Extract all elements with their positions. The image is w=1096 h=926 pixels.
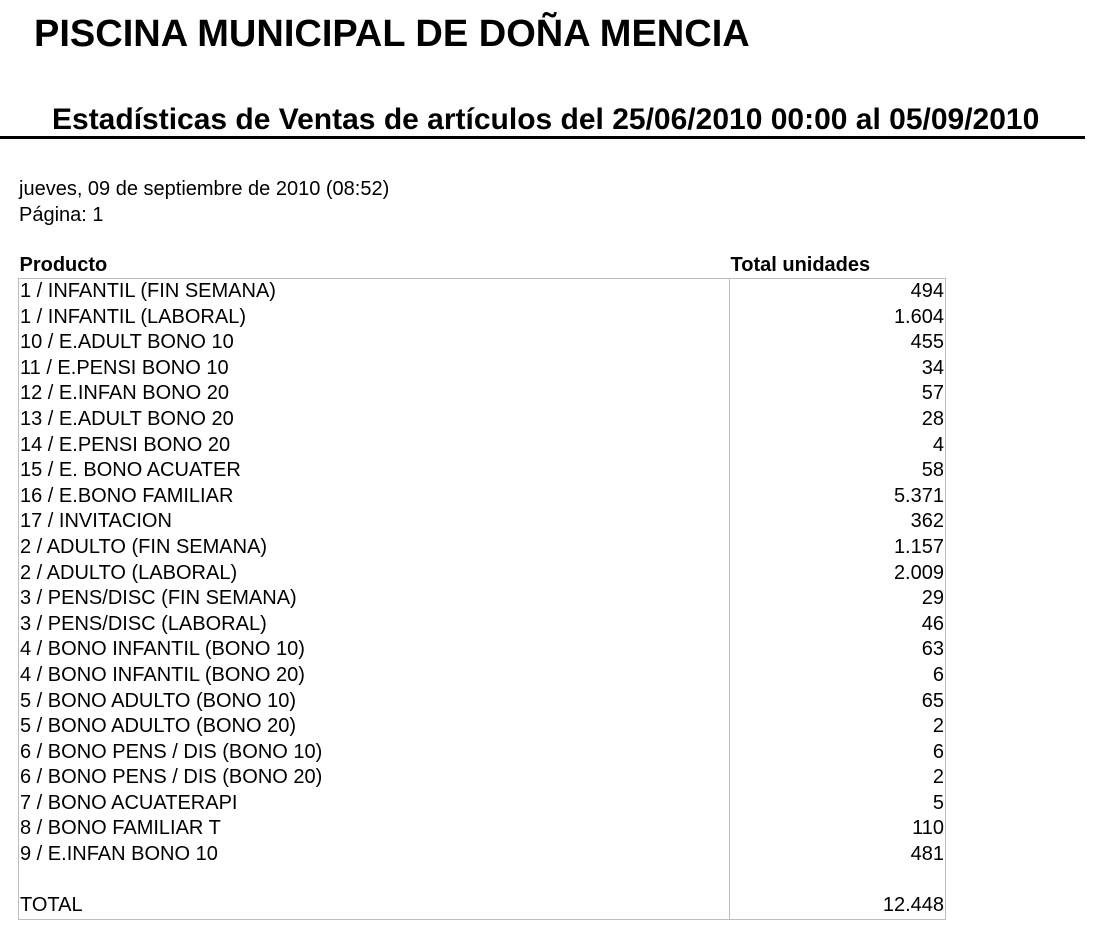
- units-cell: 2: [730, 714, 946, 740]
- spacer-cell: [19, 868, 730, 894]
- printed-date: jueves, 09 de septiembre de 2010 (08:52): [19, 178, 390, 200]
- table-row: [19, 535, 946, 561]
- product-cell: 5 / BONO ADULTO (BONO 20): [19, 714, 730, 740]
- table-row: [19, 458, 946, 484]
- sales-statistics-table: [18, 253, 946, 920]
- units-cell: 1.157: [730, 535, 946, 561]
- units-cell: 5.371: [730, 484, 946, 510]
- units-cell: 455: [730, 330, 946, 356]
- product-cell: 4 / BONO INFANTIL (BONO 20): [19, 663, 730, 689]
- spacer-row: [19, 868, 946, 894]
- table-row: [19, 433, 946, 459]
- table-row: [19, 509, 946, 535]
- product-cell: 6 / BONO PENS / DIS (BONO 20): [19, 765, 730, 791]
- table-row: [19, 484, 946, 510]
- units-cell: 5: [730, 791, 946, 817]
- product-cell: 1 / INFANTIL (LABORAL): [19, 305, 730, 331]
- units-cell: 34: [730, 356, 946, 382]
- units-cell: 63: [730, 637, 946, 663]
- product-cell: 1 / INFANTIL (FIN SEMANA): [19, 279, 730, 305]
- units-cell: 4: [730, 433, 946, 459]
- total-units-value: 12.448: [730, 893, 946, 919]
- product-cell: 3 / PENS/DISC (FIN SEMANA): [19, 586, 730, 612]
- column-header-total-units: Total unidades: [730, 253, 946, 279]
- units-cell: 58: [730, 458, 946, 484]
- units-cell: 46: [730, 612, 946, 638]
- product-cell: 5 / BONO ADULTO (BONO 10): [19, 689, 730, 715]
- total-row: [19, 893, 946, 919]
- units-cell: 481: [730, 842, 946, 868]
- product-cell: 14 / E.PENSI BONO 20: [19, 433, 730, 459]
- table-row: [19, 305, 946, 331]
- product-cell: 12 / E.INFAN BONO 20: [19, 381, 730, 407]
- title-underline-divider: [0, 136, 1085, 139]
- product-cell: 17 / INVITACION: [19, 509, 730, 535]
- table-row: [19, 663, 946, 689]
- table-row: [19, 714, 946, 740]
- units-cell: 28: [730, 407, 946, 433]
- units-cell: 362: [730, 509, 946, 535]
- table-row: [19, 842, 946, 868]
- table-row: [19, 791, 946, 817]
- table-row: [19, 407, 946, 433]
- table-row: [19, 586, 946, 612]
- column-header-product: Producto: [19, 253, 730, 279]
- table-row: [19, 381, 946, 407]
- product-cell: 8 / BONO FAMILIAR T: [19, 816, 730, 842]
- table-row: [19, 279, 946, 305]
- table-row: [19, 612, 946, 638]
- units-cell: 110: [730, 816, 946, 842]
- table-row: [19, 816, 946, 842]
- units-cell: 29: [730, 586, 946, 612]
- table-row: [19, 689, 946, 715]
- report-subtitle: Estadísticas de Ventas de artículos del 25/06/2010 00:00 al 05/09/2010: [52, 103, 1040, 136]
- table-row: [19, 637, 946, 663]
- units-cell: 6: [730, 740, 946, 766]
- units-cell: 6: [730, 663, 946, 689]
- report-title: PISCINA MUNICIPAL DE DOÑA MENCIA: [34, 13, 750, 55]
- units-cell: 1.604: [730, 305, 946, 331]
- report-meta: [19, 176, 389, 228]
- product-cell: 11 / E.PENSI BONO 10: [19, 356, 730, 382]
- table-row: [19, 561, 946, 587]
- product-cell: 4 / BONO INFANTIL (BONO 10): [19, 637, 730, 663]
- product-cell: 2 / ADULTO (LABORAL): [19, 561, 730, 587]
- spacer-cell: [730, 868, 946, 894]
- units-cell: 2: [730, 765, 946, 791]
- product-cell: 6 / BONO PENS / DIS (BONO 10): [19, 740, 730, 766]
- product-cell: 3 / PENS/DISC (LABORAL): [19, 612, 730, 638]
- total-label: TOTAL: [19, 893, 730, 919]
- table-body: [19, 279, 946, 920]
- product-cell: 7 / BONO ACUATERAPI: [19, 791, 730, 817]
- units-cell: 65: [730, 689, 946, 715]
- units-cell: 57: [730, 381, 946, 407]
- product-cell: 2 / ADULTO (FIN SEMANA): [19, 535, 730, 561]
- product-cell: 13 / E.ADULT BONO 20: [19, 407, 730, 433]
- table-row: [19, 330, 946, 356]
- units-cell: 2.009: [730, 561, 946, 587]
- units-cell: 494: [730, 279, 946, 305]
- product-cell: 16 / E.BONO FAMILIAR: [19, 484, 730, 510]
- table-row: [19, 740, 946, 766]
- product-cell: 10 / E.ADULT BONO 10: [19, 330, 730, 356]
- table-row: [19, 765, 946, 791]
- product-cell: 9 / E.INFAN BONO 10: [19, 842, 730, 868]
- product-cell: 15 / E. BONO ACUATER: [19, 458, 730, 484]
- table-header-row: [19, 253, 946, 279]
- page-number: Página: 1: [19, 204, 104, 226]
- table-row: [19, 356, 946, 382]
